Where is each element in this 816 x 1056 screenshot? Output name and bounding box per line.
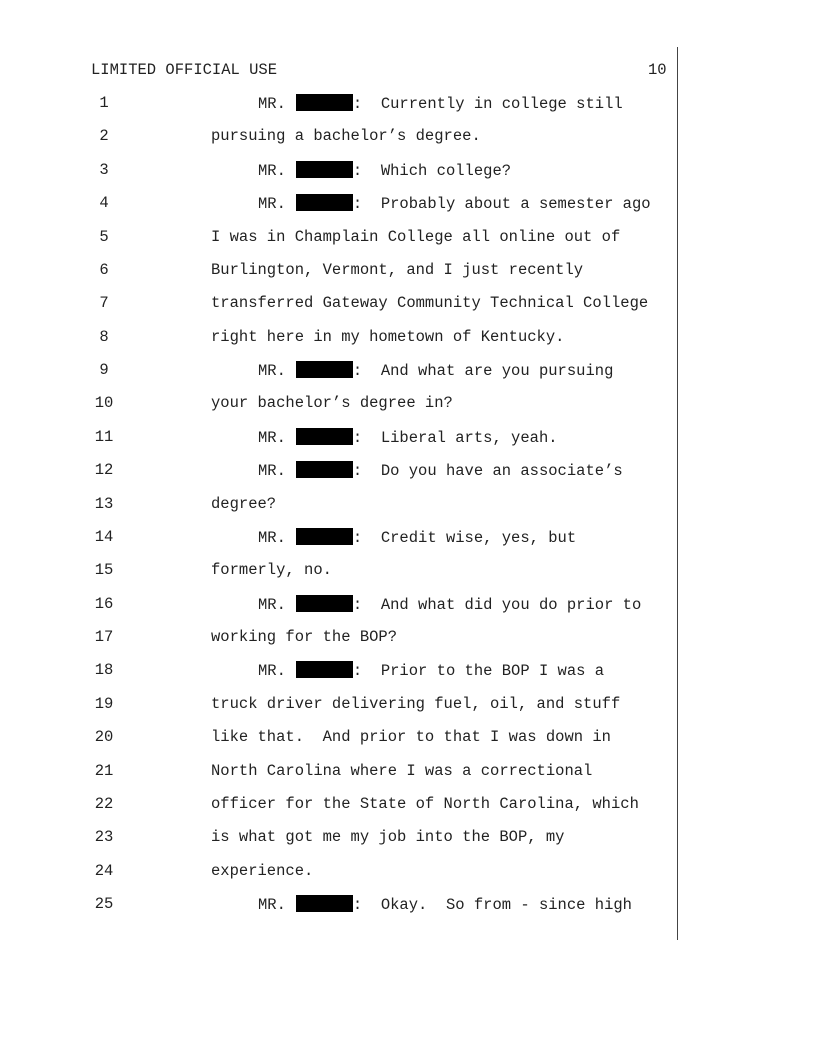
- line-number: 22: [94, 794, 114, 813]
- speaker-line-text: [258, 94, 623, 113]
- continuation-line-text: working for the BOP?: [211, 628, 398, 646]
- transcript-line: [0, 595, 680, 615]
- line-number: 7: [99, 294, 109, 313]
- transcript-line: [0, 294, 680, 314]
- speaker-title: MR.: [258, 95, 286, 113]
- speaker-colon: :: [352, 896, 363, 914]
- line-number: 2: [99, 127, 109, 146]
- transcript-line: [0, 261, 680, 281]
- line-number: 8: [99, 327, 109, 346]
- transcript-line: [0, 127, 680, 147]
- speaker-title: MR.: [258, 462, 286, 481]
- line-number: 13: [94, 494, 114, 513]
- redaction-bar: [296, 194, 353, 211]
- line-number: 1: [99, 94, 109, 112]
- speaker-colon: :: [352, 662, 363, 681]
- transcript-line: [0, 94, 680, 114]
- line-number: 17: [94, 628, 114, 646]
- transcript-line: [0, 862, 680, 882]
- line-number: 18: [94, 661, 114, 680]
- continuation-line-text: officer for the State of North Carolina, which: [211, 794, 639, 813]
- transcript-line: [0, 194, 680, 214]
- spoken-text: Probably about a semester ago: [380, 195, 651, 214]
- speaker-colon: :: [352, 595, 363, 614]
- continuation-line-text: pursuing a bachelor’s degree.: [211, 127, 481, 146]
- speaker-title: MR.: [258, 896, 286, 914]
- continuation-line-text: right here in my hometown of Kentucky.: [211, 327, 565, 346]
- line-number: 24: [94, 861, 114, 880]
- redaction-bar: [296, 661, 353, 678]
- speaker-title: MR.: [258, 362, 286, 380]
- continuation-line-text: your bachelor’s degree in?: [211, 394, 453, 413]
- redaction-bar: [296, 528, 353, 545]
- line-number: 3: [99, 160, 109, 179]
- classification-header: LIMITED OFFICIAL USE: [91, 61, 278, 79]
- transcript-line: [0, 795, 680, 815]
- line-number: 21: [94, 761, 114, 780]
- spoken-text: Which college?: [380, 161, 512, 180]
- spoken-text: And what did you do prior to: [380, 595, 642, 614]
- speaker-colon: :: [352, 528, 363, 547]
- line-number: 14: [94, 527, 114, 546]
- continuation-line-text: Burlington, Vermont, and I just recently: [211, 260, 584, 279]
- speaker-title: MR.: [258, 428, 286, 447]
- line-number: 16: [94, 594, 114, 613]
- line-number: 6: [99, 260, 109, 279]
- transcript-line: [0, 661, 680, 681]
- speaker-title: MR.: [258, 195, 286, 214]
- spoken-text: Credit wise, yes, but: [380, 528, 577, 547]
- redaction-bar: [296, 595, 353, 612]
- line-number: 11: [94, 427, 114, 446]
- continuation-line-text: experience.: [211, 861, 314, 880]
- page-number: 10: [648, 61, 667, 79]
- speaker-colon: :: [352, 195, 363, 214]
- redaction-bar: [296, 94, 353, 111]
- line-number: 12: [94, 461, 114, 480]
- transcript-line: [0, 561, 680, 581]
- speaker-line-text: [258, 361, 613, 380]
- transcript-line: [0, 361, 680, 381]
- speaker-title: MR.: [258, 528, 286, 547]
- line-number: 10: [94, 394, 114, 413]
- redaction-bar: [296, 428, 353, 445]
- line-number: 20: [94, 728, 114, 747]
- continuation-line-text: North Carolina where I was a correctional: [211, 761, 593, 780]
- speaker-colon: :: [352, 95, 363, 113]
- transcript-line: [0, 461, 680, 481]
- spoken-text: Currently in college still: [380, 95, 623, 113]
- continuation-line-text: is what got me my job into the BOP, my: [211, 828, 565, 847]
- transcript-line: [0, 161, 680, 181]
- transcript-line: [0, 762, 680, 782]
- transcript-line: [0, 328, 680, 348]
- spoken-text: Prior to the BOP I was a: [380, 662, 605, 681]
- speaker-colon: :: [352, 428, 363, 447]
- continuation-line-text: transferred Gateway Community Technical College: [211, 294, 649, 313]
- transcript-line: [0, 428, 680, 448]
- line-number: 23: [94, 828, 114, 847]
- continuation-line-text: I was in Champlain College all online out of: [211, 227, 621, 246]
- speaker-title: MR.: [258, 161, 286, 180]
- transcript-line: [0, 895, 680, 915]
- line-number: 19: [94, 694, 114, 713]
- redaction-bar: [296, 895, 353, 912]
- line-number: 5: [99, 227, 109, 246]
- continuation-line-text: degree?: [211, 494, 277, 513]
- continuation-line-text: truck driver delivering fuel, oil, and stuff: [211, 694, 621, 713]
- transcript-line: [0, 695, 680, 715]
- spoken-text: Do you have an associate’s: [380, 462, 623, 481]
- speaker-title: MR.: [258, 595, 286, 614]
- speaker-line-text: [258, 161, 511, 180]
- speaker-line-text: [258, 461, 623, 480]
- redaction-bar: [296, 161, 353, 178]
- speaker-line-text: [258, 661, 604, 680]
- continuation-line-text: like that. And prior to that I was down in: [211, 728, 611, 747]
- transcript-line: [0, 495, 680, 515]
- transcript-line: [0, 628, 680, 648]
- speaker-colon: :: [352, 462, 363, 481]
- speaker-colon: :: [352, 161, 363, 180]
- line-number: 25: [94, 895, 114, 913]
- speaker-line-text: [258, 595, 641, 614]
- speaker-line-text: [258, 895, 632, 914]
- spoken-text: Okay. So from - since high: [380, 896, 632, 914]
- transcript-line: [0, 394, 680, 414]
- transcript-line: [0, 728, 680, 748]
- transcript-line: [0, 528, 680, 548]
- continuation-line-text: formerly, no.: [211, 561, 332, 580]
- speaker-line-text: [258, 528, 576, 547]
- line-number: 15: [94, 561, 114, 580]
- line-number: 9: [99, 361, 109, 379]
- spoken-text: And what are you pursuing: [380, 362, 614, 380]
- speaker-title: MR.: [258, 662, 286, 681]
- redaction-bar: [296, 461, 353, 478]
- transcript-line: [0, 828, 680, 848]
- speaker-line-text: [258, 428, 558, 447]
- line-number: 4: [99, 194, 109, 213]
- redaction-bar: [296, 361, 353, 378]
- speaker-colon: :: [352, 362, 363, 380]
- speaker-line-text: [258, 194, 651, 213]
- spoken-text: Liberal arts, yeah.: [380, 428, 558, 447]
- transcript-line: [0, 228, 680, 248]
